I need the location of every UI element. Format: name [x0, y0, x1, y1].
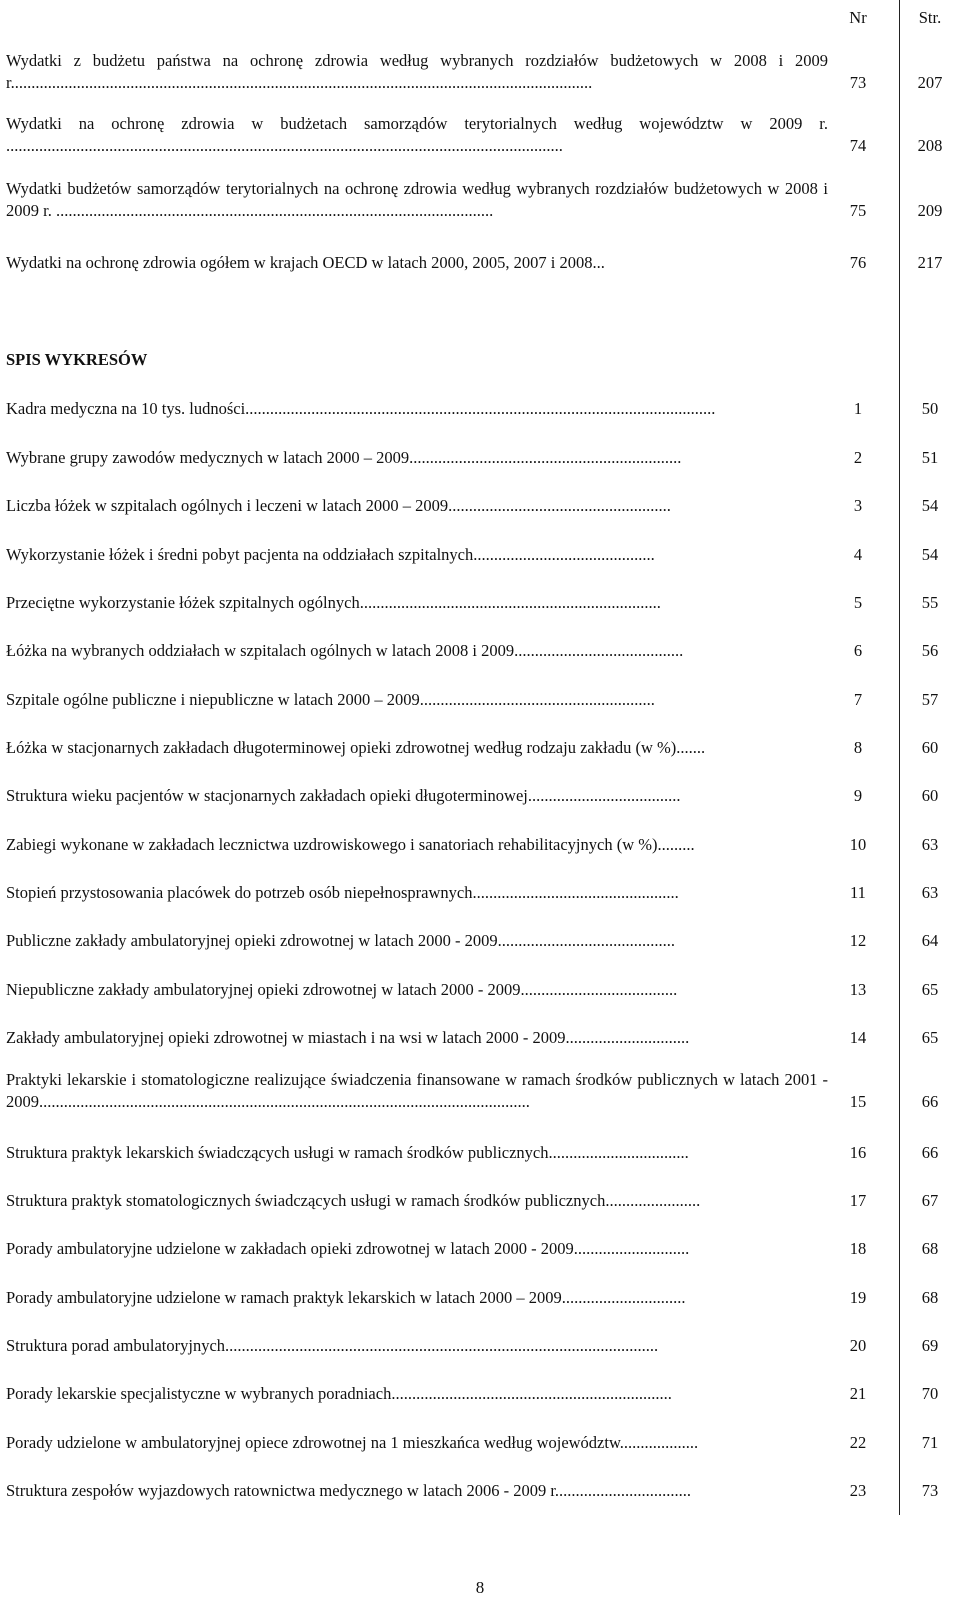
toc-entry[interactable] — [6, 860, 960, 904]
toc-entry[interactable] — [6, 113, 960, 157]
toc-entry-number: 15 — [849, 1092, 867, 1111]
toc-entry-page: 65 — [921, 980, 939, 999]
toc-entry-page: 60 — [921, 738, 939, 757]
toc-entry-number: 11 — [850, 883, 866, 902]
toc-entry-title: Porady udzielone w ambulatoryjnej opiece zdrowotnej na 1 mieszkańca według województw................... — [6, 1433, 699, 1452]
toc-entry-page: 63 — [921, 883, 939, 902]
toc-entry-page: 67 — [921, 1191, 939, 1210]
toc-entry-number: 8 — [853, 738, 863, 757]
toc-entry-number: 6 — [853, 641, 863, 660]
toc-entry-page: 66 — [921, 1143, 939, 1162]
toc-entry[interactable] — [6, 570, 960, 614]
toc-entry-number: 18 — [849, 1239, 867, 1258]
toc-entry[interactable] — [6, 957, 960, 1001]
toc-entry-title: Publiczne zakłady ambulatoryjnej opieki zdrowotnej w latach 2000 - 2009........................................... — [6, 931, 676, 950]
toc-entry-page: 208 — [917, 136, 943, 155]
toc-entry-title: Zakłady ambulatoryjnej opieki zdrowotnej w miastach i na wsi w latach 2000 - 2009.............................. — [6, 1028, 690, 1047]
toc-entry[interactable] — [6, 230, 960, 274]
toc-entry-page: 68 — [921, 1239, 939, 1258]
toc-entry-number: 16 — [849, 1143, 867, 1162]
toc-entry-title: Struktura zespołów wyjazdowych ratownictwa medycznego w latach 2006 - 2009 r................................. — [6, 1481, 692, 1500]
toc-entry[interactable] — [6, 908, 960, 952]
toc-entry-page: 56 — [921, 641, 939, 660]
toc-entry-title: Niepubliczne zakłady ambulatoryjnej opieki zdrowotnej w latach 2000 - 2009...................................... — [6, 980, 678, 999]
toc-entry-number: 76 — [849, 253, 867, 272]
toc-entry-title: Wydatki na ochronę zdrowia w budżetach samorządów terytorialnych według województw w 2009 r. ....................................................................................................................................... — [6, 114, 828, 155]
toc-entry-title: Struktura praktyk stomatologicznych świadczących usługi w ramach środków publicznych....................... — [6, 1191, 701, 1210]
toc-entry[interactable] — [6, 715, 960, 759]
toc-entry-number: 17 — [849, 1191, 867, 1210]
toc-entry-title: Porady ambulatoryjne udzielone w zakładach opieki zdrowotnej w latach 2000 - 2009............................ — [6, 1239, 690, 1258]
toc-entry-title: Łóżka na wybranych oddziałach w szpitalach ogólnych w latach 2008 i 2009......................................... — [6, 641, 684, 660]
toc-entry-number: 2 — [853, 448, 863, 467]
toc-entry-title: Łóżka w stacjonarnych zakładach długoterminowej opieki zdrowotnej według rodzaju zakładu (w %)....... — [6, 738, 706, 757]
toc-entry-page: 51 — [921, 448, 939, 467]
toc-entry-title: Wydatki na ochronę zdrowia ogółem w krajach OECD w latach 2000, 2005, 2007 i 2008... — [6, 253, 605, 272]
toc-entry-number: 12 — [849, 931, 867, 950]
toc-entry-title: Porady lekarskie specjalistyczne w wybranych poradniach.................................................................... — [6, 1384, 672, 1403]
toc-entry[interactable] — [6, 1120, 960, 1164]
toc-entry-title: Wydatki budżetów samorządów terytorialnych na ochronę zdrowia według wybranych rozdziałów budżetowych w 2008 i 2009 r. .......................................................................................................... — [6, 179, 828, 220]
toc-entry-number: 4 — [853, 545, 863, 564]
toc-entry-page: 69 — [921, 1336, 939, 1355]
toc-entry-title: Wydatki z budżetu państwa na ochronę zdrowia według wybranych rozdziałów budżetowych w 2008 i 2009 r............................................................................................................................................. — [6, 51, 828, 92]
toc-entry-number: 10 — [849, 835, 867, 854]
toc-entry-title: Liczba łóżek w szpitalach ogólnych i leczeni w latach 2000 – 2009...................................................... — [6, 496, 671, 515]
toc-entry-title: Praktyki lekarskie i stomatologiczne realizujące świadczenia finansowane w ramach środków publicznych w latach 2001 - 2009....................................................................................................................... — [6, 1070, 828, 1111]
toc-entry[interactable] — [6, 618, 960, 662]
toc-entry[interactable] — [6, 667, 960, 711]
header-str: Str. — [918, 8, 942, 27]
toc-entry-number: 20 — [849, 1336, 867, 1355]
toc-entry-page: 217 — [917, 253, 943, 272]
toc-entry[interactable] — [6, 50, 960, 94]
toc-entry[interactable] — [6, 473, 960, 517]
toc-entry[interactable] — [6, 1458, 960, 1502]
toc-entry-number: 13 — [849, 980, 867, 999]
toc-entry-number: 73 — [849, 73, 867, 92]
toc-entry-number: 19 — [849, 1288, 867, 1307]
toc-entry-page: 70 — [921, 1384, 939, 1403]
toc-entry[interactable] — [6, 1313, 960, 1357]
toc-entry-number: 3 — [853, 496, 863, 515]
toc-entry-page: 54 — [921, 545, 939, 564]
toc-entry-title: Przeciętne wykorzystanie łóżek szpitalnych ogólnych......................................................................... — [6, 593, 661, 612]
toc-entry-title: Wykorzystanie łóżek i średni pobyt pacjenta na oddziałach szpitalnych............................................ — [6, 545, 655, 564]
section-heading: SPIS WYKRESÓW — [6, 350, 148, 369]
toc-entry-page: 54 — [921, 496, 939, 515]
toc-entry-number: 14 — [849, 1028, 867, 1047]
toc-entry-title: Zabiegi wykonane w zakładach lecznictwa uzdrowiskowego i sanatoriach rehabilitacyjnych (w %)......... — [6, 835, 695, 854]
toc-entry-page: 65 — [921, 1028, 939, 1047]
toc-entry[interactable] — [6, 522, 960, 566]
toc-entry-number: 5 — [853, 593, 863, 612]
toc-entry-page: 66 — [921, 1092, 939, 1111]
toc-entry[interactable] — [6, 812, 960, 856]
toc-entry-title: Struktura porad ambulatoryjnych......................................................................................................... — [6, 1336, 659, 1355]
toc-entry-number: 75 — [849, 201, 867, 220]
toc-entry-page: 207 — [917, 73, 943, 92]
toc-entry[interactable] — [6, 763, 960, 807]
toc-entry-title: Struktura praktyk lekarskich świadczących usługi w ramach środków publicznych.................................. — [6, 1143, 689, 1162]
toc-entry-number: 1 — [853, 399, 863, 418]
toc-entry[interactable] — [6, 1265, 960, 1309]
toc-entry[interactable] — [6, 1168, 960, 1212]
toc-entry[interactable] — [6, 178, 960, 222]
toc-entry[interactable] — [6, 1216, 960, 1260]
toc-entry[interactable] — [6, 1005, 960, 1049]
toc-entry-number: 22 — [849, 1433, 867, 1452]
toc-entry-title: Porady ambulatoryjne udzielone w ramach praktyk lekarskich w latach 2000 – 2009.............................. — [6, 1288, 686, 1307]
toc-entry-number: 7 — [853, 690, 863, 709]
toc-entry[interactable] — [6, 1410, 960, 1454]
toc-entry-title: Stopień przystosowania placówek do potrzeb osób niepełnosprawnych.................................................. — [6, 883, 679, 902]
toc-entry-title: Kadra medyczna na 10 tys. ludności.................................................................................................................. — [6, 399, 716, 418]
toc-entry-page: 63 — [921, 835, 939, 854]
toc-entry-page: 68 — [921, 1288, 939, 1307]
toc-entry-number: 23 — [849, 1481, 867, 1500]
toc-entry-page: 50 — [921, 399, 939, 418]
toc-entry[interactable] — [6, 425, 960, 469]
toc-entry-title: Szpitale ogólne publiczne i niepubliczne w latach 2000 – 2009......................................................... — [6, 690, 655, 709]
toc-entry-page: 209 — [917, 201, 943, 220]
page-number: 8 — [475, 1578, 485, 1597]
toc-entry-page: 73 — [921, 1481, 939, 1500]
toc-entry-number: 74 — [849, 136, 867, 155]
toc-entry-title: Struktura wieku pacjentów w stacjonarnych zakładach opieki długoterminowej..................................... — [6, 786, 681, 805]
toc-entry-page: 57 — [921, 690, 939, 709]
toc-entry-title: Wybrane grupy zawodów medycznych w latach 2000 – 2009.................................................................. — [6, 448, 682, 467]
toc-entry-page: 55 — [921, 593, 939, 612]
toc-entry-page: 64 — [921, 931, 939, 950]
toc-entry-number: 21 — [849, 1384, 867, 1403]
toc-entry-page: 60 — [921, 786, 939, 805]
toc-entry-page: 71 — [921, 1433, 939, 1452]
toc-entry[interactable] — [6, 1069, 960, 1113]
toc-entry[interactable] — [6, 1361, 960, 1405]
header-nr: Nr — [849, 8, 867, 27]
toc-entry-number: 9 — [853, 786, 863, 805]
toc-entry[interactable] — [6, 376, 960, 420]
